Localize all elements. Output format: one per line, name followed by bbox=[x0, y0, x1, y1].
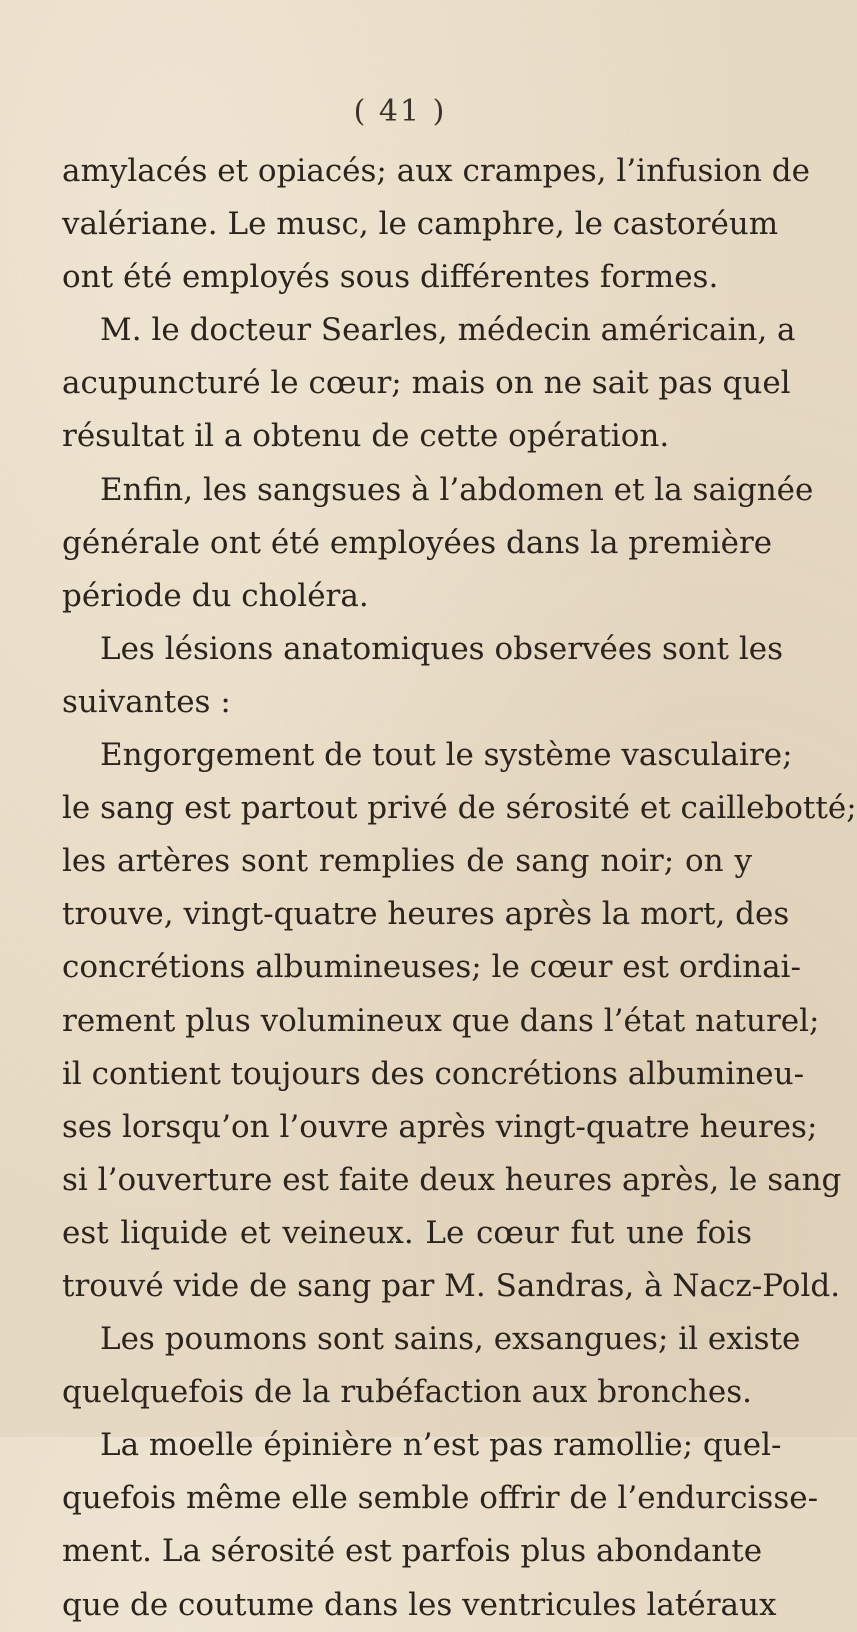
text-line: générale ont été employées dans la première bbox=[62, 524, 773, 561]
text-line: il contient toujours des concrétions albumineu- bbox=[62, 1055, 805, 1092]
text-line: concrétions albumineuses; le cœur est ordinai- bbox=[62, 949, 801, 986]
text-line: si l’ouverture est faite deux heures après, le sang bbox=[62, 1161, 842, 1198]
text-line: Les poumons sont sains, exsangues; il existe bbox=[100, 1321, 801, 1358]
text-line: suivantes : bbox=[62, 683, 231, 720]
text-line: le sang est partout privé de sérosité et caillebotté; bbox=[62, 790, 857, 827]
text-line: rement plus volumineux que dans l’état naturel; bbox=[62, 1002, 820, 1039]
text-line: M. le docteur Searles, médecin américain, a bbox=[100, 312, 796, 349]
text-line: amylacés et opiacés; aux crampes, l’infusion de bbox=[62, 153, 810, 189]
text-line: trouvé vide de sang par M. Sandras, à Nacz-Pold. bbox=[62, 1267, 841, 1304]
text-line: valériane. Le musc, le camphre, le castoréum bbox=[62, 206, 779, 243]
text-line: ment. La sérosité est parfois plus abondante bbox=[62, 1533, 763, 1570]
text-line: que de coutume dans les ventricules latéraux bbox=[62, 1586, 777, 1623]
body-text bbox=[62, 145, 857, 1632]
text-line: Les lésions anatomiques observées sont les bbox=[100, 630, 784, 667]
text-line: trouve, vingt-quatre heures après la mort, des bbox=[62, 896, 790, 933]
text-line: est liquide et veineux. Le cœur fut une fois bbox=[62, 1214, 752, 1251]
text-line: La moelle épinière n’est pas ramollie; quel- bbox=[100, 1427, 782, 1464]
text-line: Engorgement de tout le système vasculaire; bbox=[100, 737, 793, 774]
text-line: ses lorsqu’on l’ouvre après vingt-quatre heures; bbox=[62, 1108, 818, 1145]
text-line: acupuncturé le cœur; mais on ne sait pas quel bbox=[62, 365, 791, 402]
text-line: ont été employés sous différentes formes. bbox=[62, 259, 719, 296]
text-line: Enfin, les sangsues à l’abdomen et la saignée bbox=[100, 471, 814, 508]
text-line: quefois même elle semble offrir de l’endurcisse- bbox=[62, 1480, 819, 1517]
text-line: les artères sont remplies de sang noir; on y bbox=[62, 843, 752, 880]
text-line: quelquefois de la rubéfaction aux bronches. bbox=[62, 1374, 752, 1411]
text-line: période du choléra. bbox=[62, 577, 369, 614]
page-number: ( 41 ) bbox=[353, 94, 447, 129]
text-line: résultat il a obtenu de cette opération. bbox=[62, 418, 670, 455]
